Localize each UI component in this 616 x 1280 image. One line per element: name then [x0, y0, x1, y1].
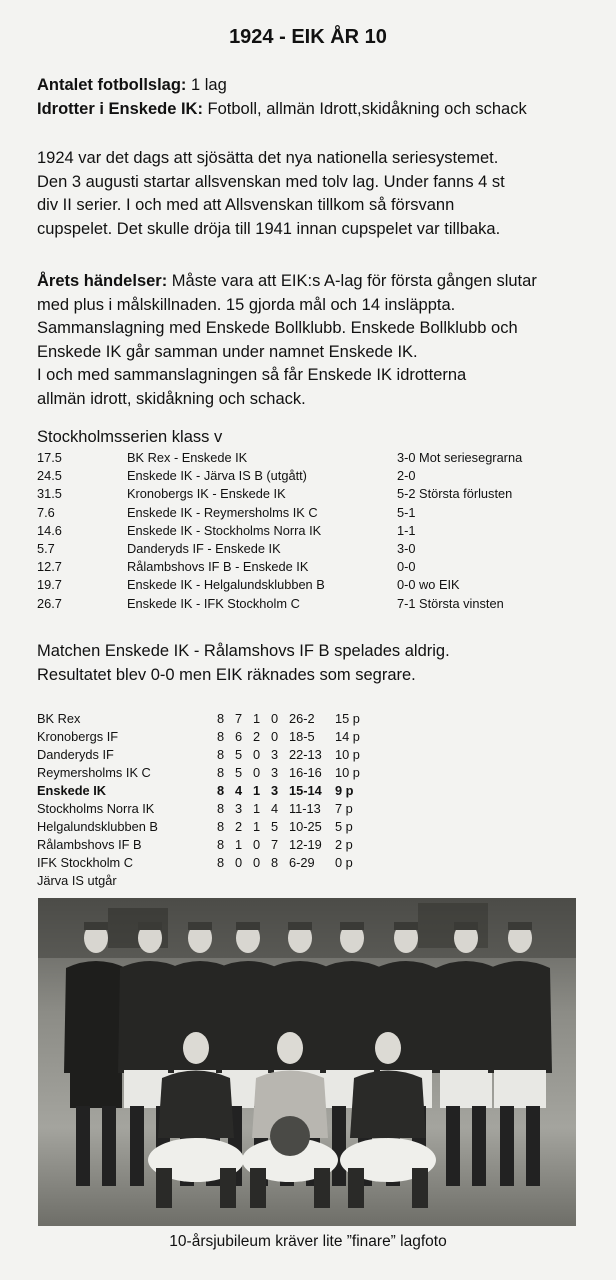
standings-wins: 0 [235, 855, 243, 870]
events-line: I och med sammanslagningen så får Enskede IK idrotterna [37, 366, 467, 384]
standings-points: 15 p [335, 711, 360, 726]
standings-row [37, 765, 360, 783]
standings-losses: 7 [271, 837, 279, 852]
standings-wins: 5 [235, 765, 243, 780]
standings-losses: 8 [271, 855, 279, 870]
standings-played: 8 [217, 837, 225, 852]
match-result: 0-0 [397, 559, 416, 575]
match-teams: Danderyds IF - Enskede IK [127, 540, 281, 556]
standings-row [37, 729, 360, 747]
standings-points: 0 p [335, 855, 353, 870]
standings-draws: 1 [253, 819, 261, 834]
football [270, 1116, 310, 1156]
events-line: med plus i målskillnaden. 15 gjorda mål och 14 insläppta. [37, 295, 456, 314]
team-photo-illustration [38, 898, 576, 1226]
standings-team: Danderyds IF [37, 747, 114, 762]
standings-team: IFK Stockholm C [37, 855, 134, 870]
standings-team: Helgalundsklubben B [37, 819, 158, 834]
match-teams: Rålambshovs IF B - Enskede IK [127, 559, 309, 575]
teams-count-line [37, 76, 227, 95]
standings-goals: 6-29 [289, 855, 315, 870]
standings-row [37, 837, 353, 855]
note-line: Matchen Enskede IK - Rålamshovs IF B spelades aldrig. [37, 642, 450, 660]
standings-points: 14 p [335, 729, 360, 744]
standings-wins: 4 [235, 783, 243, 798]
standings-wins: 6 [235, 729, 243, 744]
note-line: Resultatet blev 0-0 men EIK räknades som segrare. [37, 665, 416, 684]
events-paragraph [37, 270, 597, 411]
match-result: 5-2 Största förlusten [397, 486, 513, 502]
standings-played: 8 [217, 783, 225, 798]
standings-draws: 1 [253, 711, 261, 726]
standings-team: Stockholms Norra IK [37, 801, 155, 816]
standings-row [37, 801, 353, 819]
match-date: 7.6 [37, 504, 55, 520]
match-note [37, 640, 450, 687]
sports-value: Fotboll, allmän Idrott,skidåkning och schack [202, 100, 527, 118]
standings-losses: 4 [271, 801, 279, 816]
intro-line: 1924 var det dags att sjösätta det nya nationella seriesystemet. [37, 149, 499, 167]
standings-goals: 18-5 [289, 729, 315, 744]
standings-row [37, 711, 360, 729]
standings-team: BK Rex [37, 711, 81, 726]
match-teams: Kronobergs IK - Enskede IK [127, 486, 286, 502]
standings-goals: 26-2 [289, 711, 315, 726]
teams-count-value: 1 lag [186, 76, 227, 94]
match-teams: Enskede IK - Helgalundsklubben B [127, 577, 325, 593]
match-result: 2-0 [397, 468, 416, 484]
events-line: Enskede IK går samman under namnet Enskede IK. [37, 342, 418, 361]
sports-label: Idrotter i Enskede IK: [37, 100, 203, 118]
standings-losses: 0 [271, 711, 279, 726]
photo-caption: 10-årsjubileum kräver lite ”finare” lagfoto [169, 1233, 447, 1250]
standings-played: 8 [217, 819, 225, 834]
standings-points: 7 p [335, 801, 353, 816]
match-teams: Enskede IK - Stockholms Norra IK [127, 522, 322, 538]
standings-team: Reymersholms IK C [37, 765, 151, 780]
events-line: Sammanslagning med Enskede Bollklubb. Enskede Bollklubb och [37, 319, 518, 337]
standings-losses: 3 [271, 747, 279, 762]
match-result: 3-0 [397, 540, 416, 556]
match-date: 14.6 [37, 522, 62, 538]
standings-draws: 0 [253, 837, 261, 852]
match-date: 26.7 [37, 595, 62, 611]
standings-row [37, 819, 353, 837]
standings-goals: 22-13 [289, 747, 322, 762]
standings-losses: 5 [271, 819, 279, 834]
standings-draws: 0 [253, 765, 261, 780]
standings-goals: 15-14 [289, 783, 322, 798]
standings-wins: 7 [235, 711, 243, 726]
standings-played: 8 [217, 729, 225, 744]
team-photo [38, 898, 576, 1226]
match-result: 0-0 wo EIK [397, 577, 460, 593]
series-title: Stockholmsserien klass v [37, 428, 223, 446]
intro-line: Den 3 augusti startar allsvenskan med tolv lag. Under fanns 4 st [37, 172, 505, 191]
standings-table [37, 711, 360, 891]
standings-points: 10 p [335, 765, 360, 780]
standings-points: 9 p [335, 783, 354, 798]
standings-row [37, 855, 353, 873]
match-date: 5.7 [37, 540, 55, 556]
match-result: 3-0 Mot seriesegrarna [397, 450, 523, 465]
intro-line: cupspelet. Det skulle dröja till 1941 innan cupspelet var tillbaka. [37, 219, 501, 238]
standings-goals: 11-13 [289, 801, 321, 816]
match-result: 7-1 Största vinsten [397, 595, 504, 611]
match-date: 12.7 [37, 559, 62, 575]
events-label: Årets händelser: [37, 272, 168, 290]
match-date: 31.5 [37, 486, 62, 502]
match-teams: Enskede IK - Järva IS B (utgått) [127, 468, 307, 484]
standings-row [37, 747, 360, 765]
match-teams: BK Rex - Enskede IK [127, 450, 248, 465]
match-date: 17.5 [37, 450, 62, 465]
standings-draws: 1 [253, 801, 261, 816]
standings-goals: 10-25 [289, 819, 322, 834]
standings-footnote: Järva IS utgår [37, 873, 117, 888]
standings-losses: 0 [271, 729, 279, 744]
events-line: allmän idrott, skidåkning och schack. [37, 389, 306, 408]
standings-goals: 16-16 [289, 765, 322, 780]
standings-goals: 12-19 [289, 837, 322, 852]
standings-played: 8 [217, 765, 225, 780]
standings-team: Kronobergs IF [37, 729, 119, 744]
standings-played: 8 [217, 855, 225, 870]
match-date: 19.7 [37, 577, 62, 593]
match-result: 5-1 [397, 504, 416, 520]
standings-wins: 3 [235, 801, 243, 816]
standings-team: Enskede IK [37, 783, 106, 798]
match-teams: Enskede IK - IFK Stockholm C [127, 595, 300, 611]
intro-line: div II serier. I och med att Allsvenskan tillkom så försvann [37, 196, 455, 214]
page-title: 1924 - EIK ÅR 10 [229, 26, 387, 48]
standings-wins: 5 [235, 747, 243, 762]
standings-wins: 1 [235, 837, 243, 852]
events-line: Måste vara att EIK:s A-lag för första gången slutar [167, 272, 537, 290]
standings-losses: 3 [271, 783, 279, 798]
standings-played: 8 [217, 711, 225, 726]
standings-row [37, 783, 354, 801]
match-teams: Enskede IK - Reymersholms IK C [127, 504, 318, 520]
standings-wins: 2 [235, 819, 243, 834]
standings-draws: 0 [253, 855, 261, 870]
match-date: 24.5 [37, 468, 62, 484]
standings-losses: 3 [271, 765, 279, 780]
standings-points: 10 p [335, 747, 360, 762]
intro-paragraph [37, 147, 597, 241]
teams-count-label: Antalet fotbollslag: [37, 76, 187, 94]
standings-draws: 1 [253, 783, 261, 798]
match-result: 1-1 [397, 522, 416, 538]
standings-points: 2 p [335, 837, 353, 852]
standings-played: 8 [217, 747, 225, 762]
sports-line [37, 100, 527, 119]
standings-team: Rålambshovs IF B [37, 837, 142, 852]
standings-draws: 2 [253, 729, 261, 744]
standings-draws: 0 [253, 747, 261, 762]
standings-played: 8 [217, 801, 225, 816]
standings-points: 5 p [335, 819, 353, 834]
